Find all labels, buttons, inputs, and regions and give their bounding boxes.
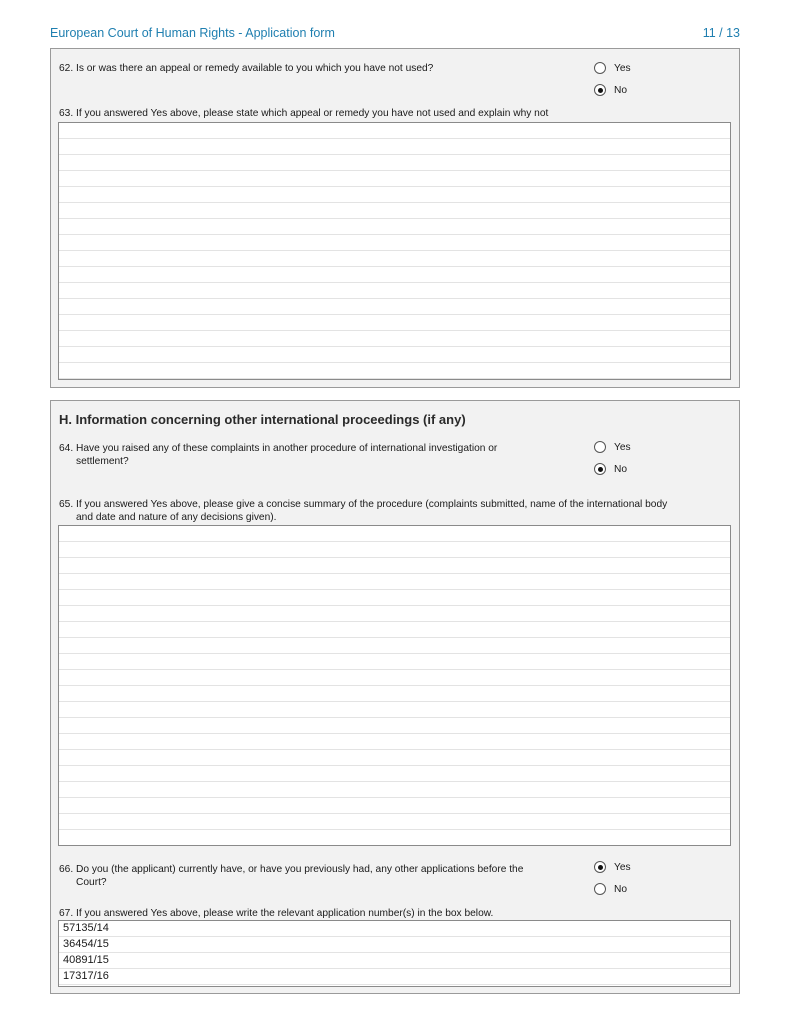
application-number: 57135/14 [59, 921, 730, 937]
q64-yes-label: Yes [614, 441, 631, 453]
q64-yes-radio[interactable] [594, 441, 606, 453]
q62-no-label: No [614, 84, 628, 96]
question-65-line2: and date and nature of any decisions given). [76, 512, 277, 523]
question-65 [59, 498, 735, 524]
q66-no-label: No [614, 883, 628, 895]
q64-no-option[interactable] [594, 463, 627, 475]
question-66 [59, 863, 579, 889]
question-63: 63. If you answered Yes above, please state which appeal or remedy you have not used and explain why not [59, 108, 549, 119]
question-66-line1: 66. Do you (the applicant) currently have, or have you previously had, any other applications before the [59, 864, 524, 875]
q64-no-radio[interactable] [594, 463, 606, 475]
question-66-line2: Court? [76, 877, 107, 888]
question-64-line2: settlement? [76, 456, 129, 467]
q66-yes-radio[interactable] [594, 861, 606, 873]
application-number: 36454/15 [59, 937, 730, 953]
page-number: 11 / 13 [702, 26, 740, 40]
question-65-line1: 65. If you answered Yes above, please give a concise summary of the procedure (complaints submitted, name of the international body [59, 499, 668, 510]
q62-no-option[interactable] [594, 84, 627, 96]
question-62: 62. Is or was there an appeal or remedy available to you which you have not used? [59, 63, 434, 74]
q67-applications-box[interactable] [58, 920, 731, 987]
q62-yes-option[interactable] [594, 62, 631, 74]
q63-answer-box[interactable] [58, 122, 731, 380]
question-64 [59, 442, 559, 468]
q66-no-option[interactable] [594, 883, 627, 895]
panel-remedies [50, 48, 740, 388]
question-64-line1: 64. Have you raised any of these complaints in another procedure of international investigation or [59, 443, 498, 454]
q66-yes-option[interactable] [594, 861, 631, 873]
form-title: European Court of Human Rights - Application form [50, 26, 335, 40]
question-67: 67. If you answered Yes above, please write the relevant application number(s) in the box below. [59, 908, 494, 919]
q62-yes-radio[interactable] [594, 62, 606, 74]
section-h-title: H. Information concerning other international proceedings (if any) [59, 412, 466, 427]
q66-no-radio[interactable] [594, 883, 606, 895]
q64-no-label: No [614, 463, 628, 475]
panel-section-h [50, 400, 740, 994]
q66-yes-label: Yes [614, 861, 631, 873]
application-number: 40891/15 [59, 953, 730, 969]
application-number: 17317/16 [59, 969, 730, 985]
q62-yes-label: Yes [614, 62, 631, 74]
q62-no-radio[interactable] [594, 84, 606, 96]
q65-answer-box[interactable] [58, 525, 731, 846]
q64-yes-option[interactable] [594, 441, 631, 453]
